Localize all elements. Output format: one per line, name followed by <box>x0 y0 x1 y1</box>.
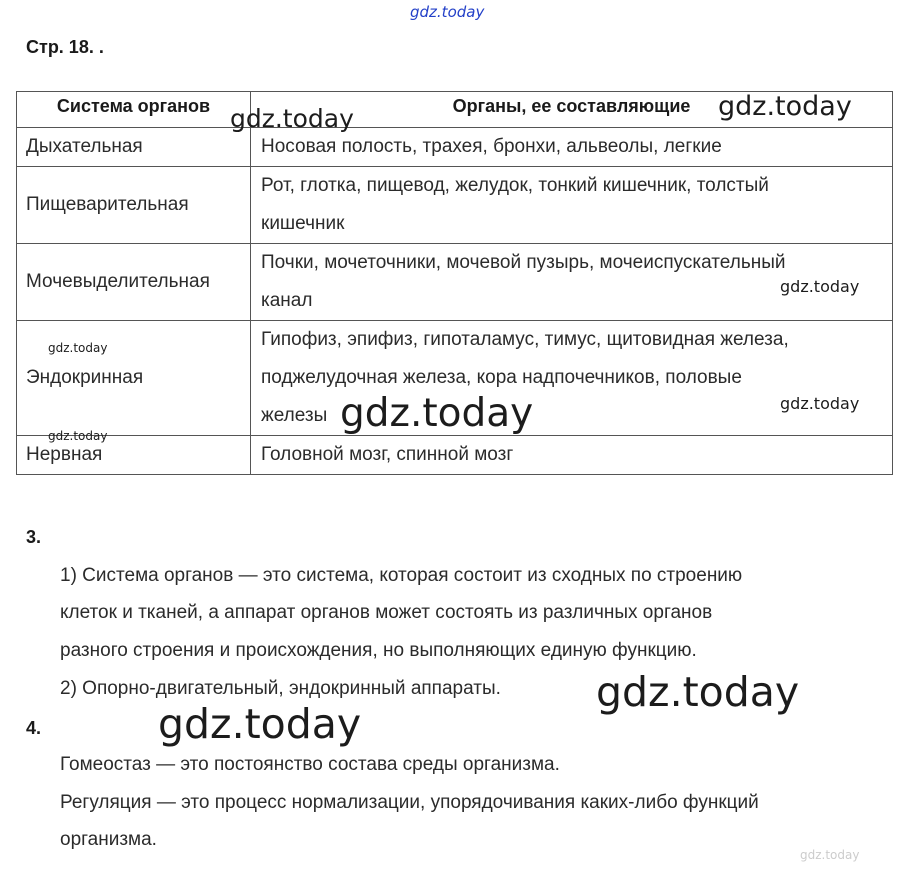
watermark: gdz.today <box>718 91 852 122</box>
cell-line: Почки, мочеточники, мочевой пузырь, мочеиспускательный <box>261 252 786 273</box>
watermark: gdz.today <box>230 104 354 133</box>
watermark: gdz.today <box>780 394 860 413</box>
watermark: gdz.today <box>596 668 800 716</box>
table-row <box>17 436 893 475</box>
cell-system: Нервная <box>17 436 251 475</box>
cell-line: кишечник <box>261 213 345 234</box>
table-row <box>17 128 893 167</box>
table-row <box>17 244 893 321</box>
header-system: Система органов <box>17 92 251 128</box>
header-organs: Органы, ее составляющие <box>251 92 893 128</box>
cell-system: Эндокринная <box>17 321 251 436</box>
cell-organs: Головной мозг, спинной мозг <box>251 436 893 475</box>
page-title: Стр. 18. . <box>26 37 104 57</box>
watermark: gdz.today <box>340 391 534 436</box>
cell-line: Гипофиз, эпифиз, гипоталамус, тимус, щитовидная железа, <box>261 329 789 350</box>
cell-system: Мочевыделительная <box>17 244 251 321</box>
cell-organs <box>251 167 893 244</box>
watermark: gdz.today <box>48 341 108 355</box>
section-3-line: клеток и тканей, а аппарат органов может состоять из различных органов <box>60 602 713 623</box>
cell-line: поджелудочная железа, кора надпочечников, половые <box>261 367 742 388</box>
watermark: gdz.today <box>158 700 362 748</box>
section-3-line: 1) Система органов — это система, которая состоит из сходных по строению <box>60 565 743 586</box>
cell-system: Пищеварительная <box>17 167 251 244</box>
cell-organs: Носовая полость, трахея, бронхи, альвеолы, легкие <box>251 128 893 167</box>
section-3-line: 2) Опорно-двигательный, эндокринный аппараты. <box>60 678 501 699</box>
watermark: gdz.today <box>800 848 860 862</box>
cell-line: Рот, глотка, пищевод, желудок, тонкий кишечник, толстый <box>261 175 769 196</box>
section-4-number: 4. <box>26 718 42 738</box>
cell-system: Дыхательная <box>17 128 251 167</box>
section-4-line: организма. <box>60 829 157 850</box>
table-row <box>17 167 893 244</box>
section-4-line: Гомеостаз — это постоянство состава среды организма. <box>60 754 560 775</box>
watermark: gdz.today <box>48 429 108 443</box>
cell-line: канал <box>261 290 313 311</box>
section-4-line: Регуляция — это процесс нормализации, упорядочивания каких-либо функций <box>60 792 759 813</box>
watermark: gdz.today <box>780 277 860 296</box>
section-3-number: 3. <box>26 527 42 547</box>
section-3-line: разного строения и происхождения, но выполняющих единую функцию. <box>60 640 697 661</box>
watermark-top: gdz.today <box>410 3 485 21</box>
cell-line: железы <box>261 405 328 426</box>
